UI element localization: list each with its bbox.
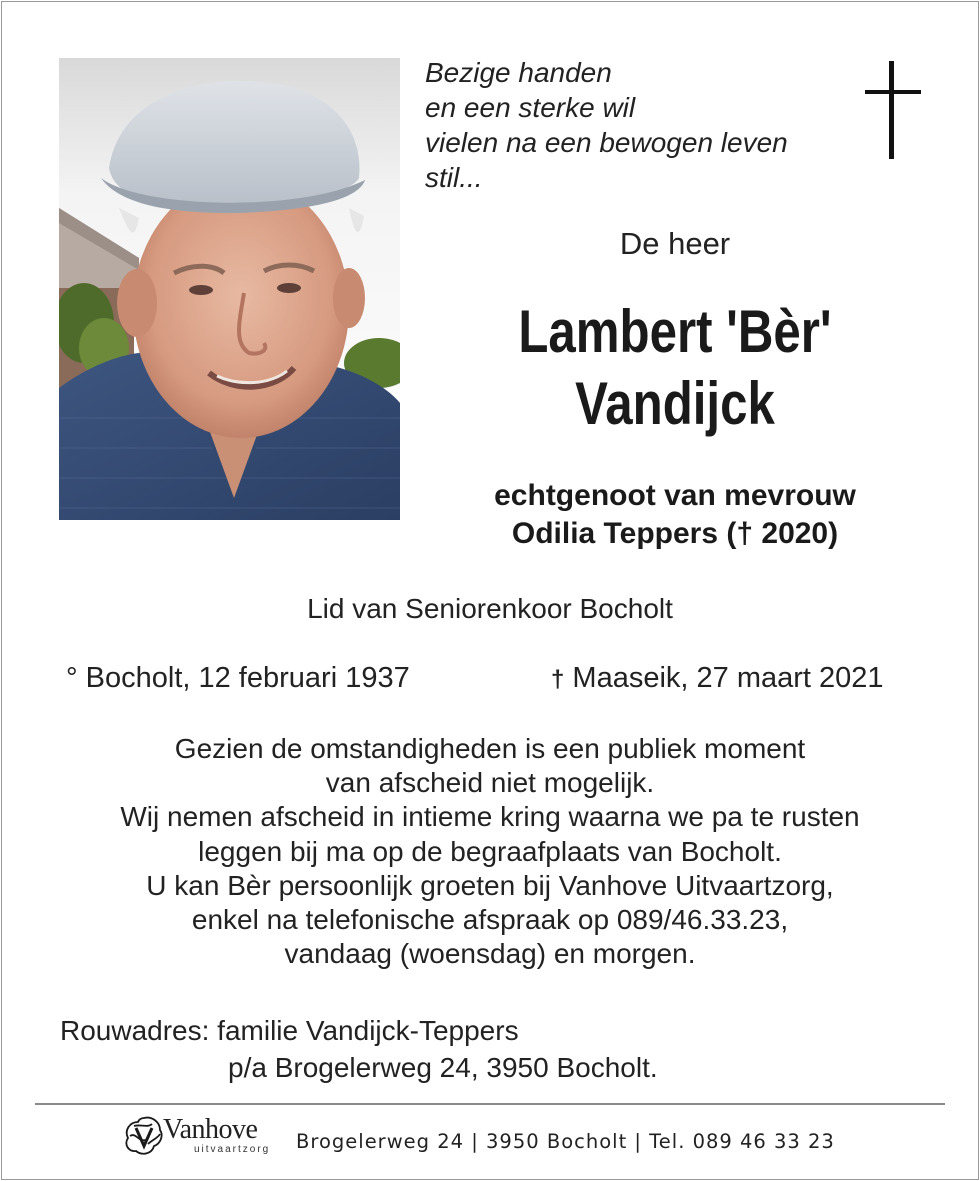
portrait-photo (59, 58, 400, 520)
footer-divider (35, 1103, 945, 1105)
footer-contact: Brogelerweg 24 | 3950 Bocholt | Tel. 089 46 33 23 (296, 1130, 835, 1153)
deceased-name-line1: Lambert 'Bèr' (518, 298, 832, 365)
poem (425, 55, 788, 195)
death-info (551, 662, 884, 695)
deceased-name-line2: Vandijck (575, 370, 775, 437)
vanhove-logo (122, 1114, 292, 1158)
poem-line: stil... (425, 162, 483, 193)
message-line: enkel na telefonische afspraak op 089/46.33.23, (191, 904, 789, 936)
logo-subtitle: uitvaartzorg (194, 1144, 271, 1155)
poem-line: Bezige handen (425, 57, 612, 88)
death-text: Maaseik, 27 maart 2021 (564, 662, 884, 694)
mourning-address-line2: p/a Brogelerweg 24, 3950 Bocholt. (228, 1052, 658, 1083)
message-line: leggen bij ma op de begraafplaats van Bocholt. (198, 835, 782, 867)
message-line: vandaag (woensdag) en morgen. (284, 938, 696, 970)
spouse-line2: Odilia Teppers († 2020) (511, 517, 839, 550)
message-block (0, 732, 980, 971)
cross-icon (865, 61, 921, 159)
message-line: U kan Bèr persoonlijk groeten bij Vanhove Uitvaartzorg, (146, 869, 834, 901)
poem-line: vielen na een bewogen leven (425, 127, 788, 158)
vanhove-logo-icon (122, 1114, 166, 1158)
membership: Lid van Seniorenkoor Bocholt (307, 593, 673, 624)
deceased-title: De heer (619, 226, 731, 261)
message-line: Gezien de omstandigheden is een publiek moment (174, 733, 806, 764)
spouse-info (410, 477, 940, 553)
deceased-name (458, 296, 893, 440)
message-line: van afscheid niet mogelijk. (325, 767, 655, 799)
message-line: Wij nemen afscheid in intieme kring waarna we pa te rusten (120, 801, 860, 833)
birth-info: ° Bocholt, 12 februari 1937 (66, 662, 410, 694)
dagger-icon: † (551, 666, 565, 693)
poem-line: en een sterke wil (425, 92, 636, 123)
spouse-line1: echtgenoot van mevrouw (494, 479, 856, 512)
logo-name: Vanhove (163, 1114, 258, 1145)
mourning-address-line1: Rouwadres: familie Vandijck-Teppers (60, 1015, 519, 1046)
